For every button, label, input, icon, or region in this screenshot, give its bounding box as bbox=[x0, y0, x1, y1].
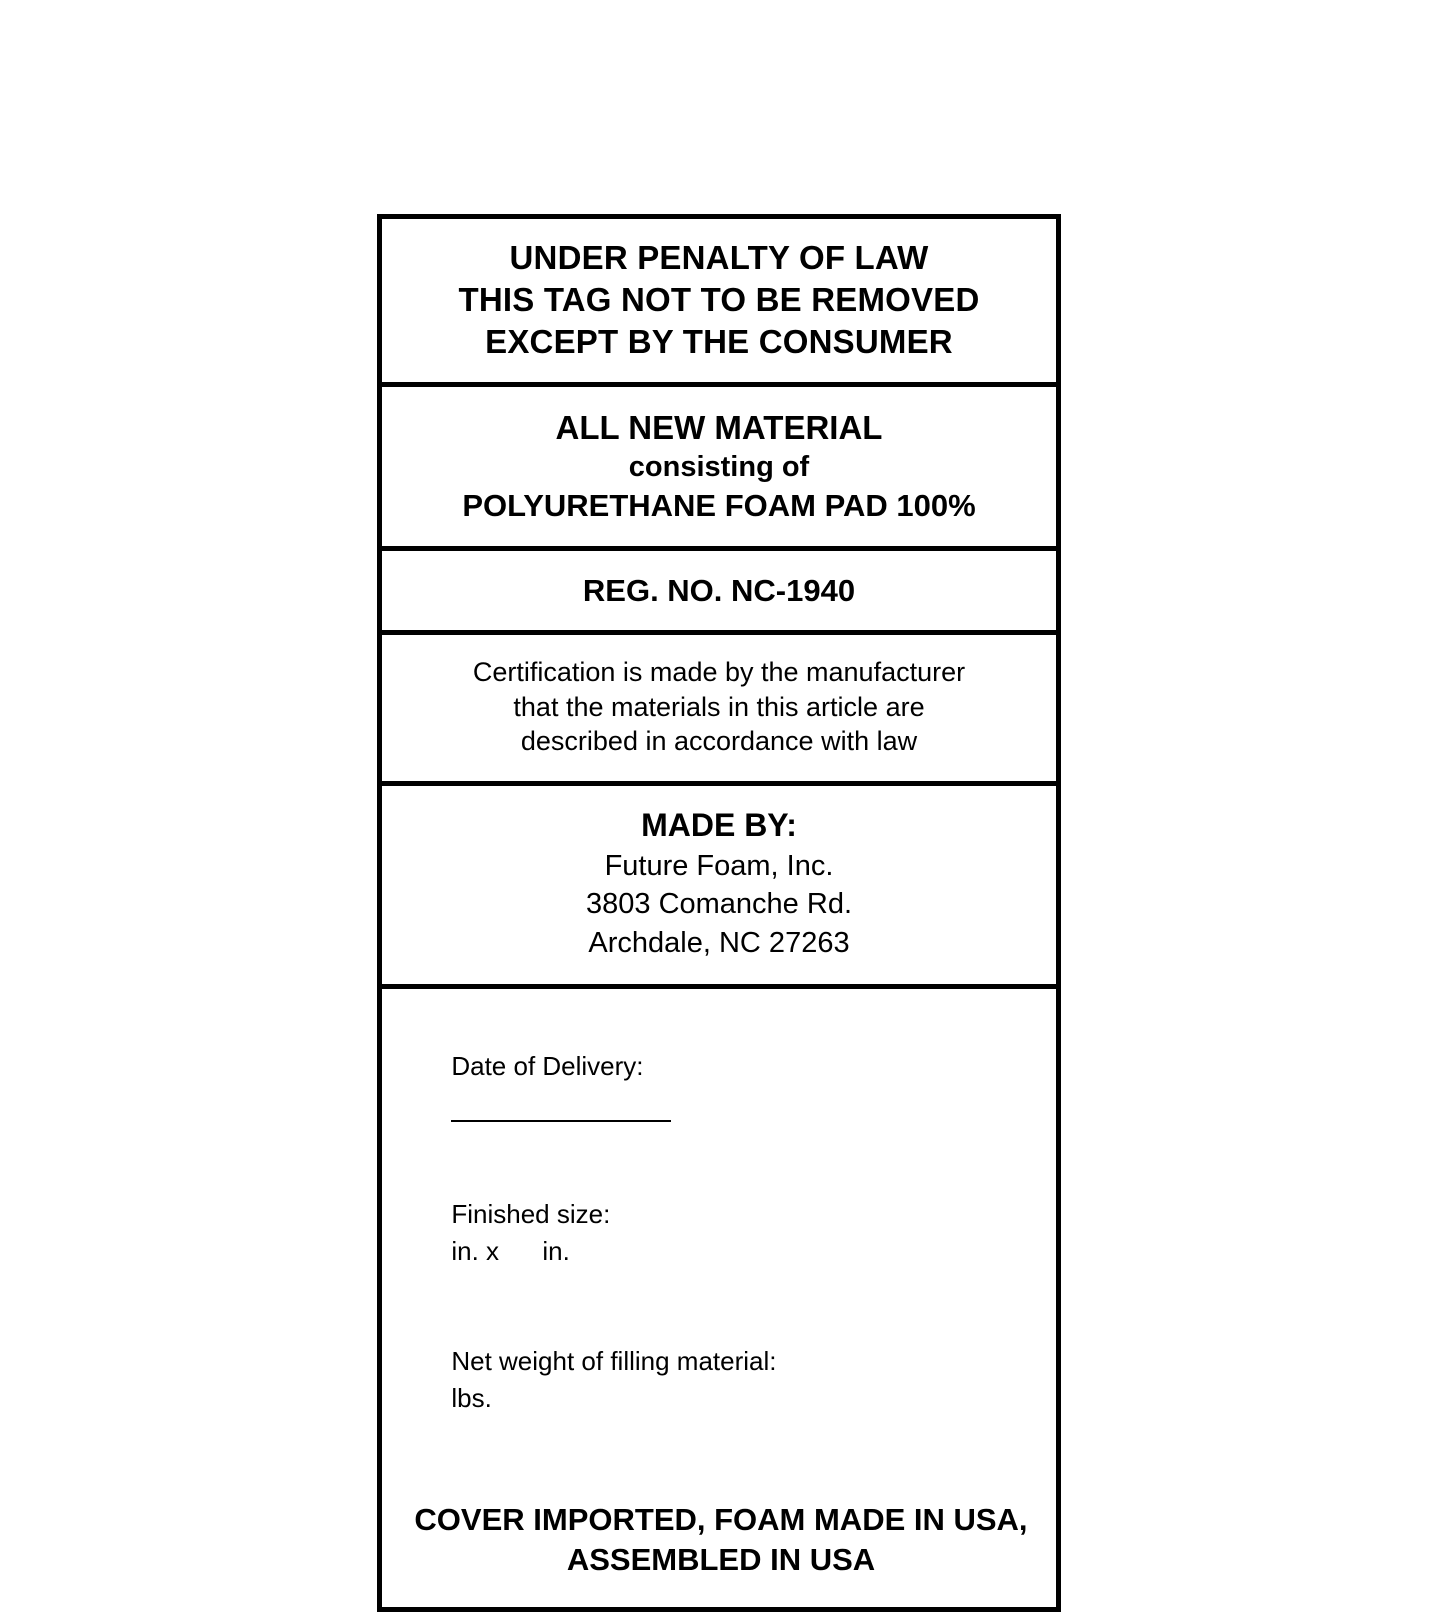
material-line-3: POLYURETHANE FOAM PAD 100% bbox=[462, 488, 976, 524]
finished-size-label: Finished size: bbox=[451, 1198, 611, 1229]
net-weight-label: Net weight of filling material: bbox=[451, 1346, 777, 1377]
origin-line-2: ASSEMBLED IN USA bbox=[566, 1542, 876, 1578]
certification-line-3: described in accordance with law bbox=[520, 726, 918, 757]
origin-line-1: COVER IMPORTED, FOAM MADE IN USA, bbox=[414, 1502, 1028, 1538]
manufacturer-section bbox=[382, 786, 1056, 989]
certification-section bbox=[382, 635, 1056, 786]
finished-size-row bbox=[408, 1159, 1034, 1307]
manufacturer-street: 3803 Comanche Rd. bbox=[586, 888, 852, 921]
date-of-delivery-input[interactable] bbox=[451, 1094, 671, 1122]
penalty-line-3: EXCEPT BY THE CONSUMER bbox=[485, 323, 953, 361]
fillable-fields-section bbox=[382, 989, 1056, 1606]
certification-line-2: that the materials in this article are bbox=[513, 691, 925, 722]
registration-number: REG. NO. NC-1940 bbox=[582, 572, 856, 608]
net-weight-row bbox=[408, 1307, 1034, 1455]
date-of-delivery-row bbox=[408, 1011, 1034, 1159]
material-line-1: ALL NEW MATERIAL bbox=[555, 408, 883, 446]
material-content-section bbox=[382, 387, 1056, 551]
finished-size-value[interactable]: in. x in. bbox=[451, 1235, 570, 1266]
registration-number-section bbox=[382, 551, 1056, 636]
law-label-tag bbox=[377, 214, 1061, 1612]
material-line-2: consisting of bbox=[628, 450, 810, 483]
net-weight-value[interactable]: lbs. bbox=[451, 1383, 492, 1414]
date-of-delivery-label: Date of Delivery: bbox=[451, 1051, 644, 1082]
made-by-heading: MADE BY: bbox=[641, 807, 797, 844]
penalty-line-1: UNDER PENALTY OF LAW bbox=[509, 239, 929, 276]
penalty-line-2: THIS TAG NOT TO BE REMOVED bbox=[458, 281, 980, 319]
manufacturer-city-state-zip: Archdale, NC 27263 bbox=[588, 926, 850, 959]
country-of-origin-block bbox=[408, 1500, 1034, 1581]
penalty-notice-section bbox=[382, 219, 1056, 387]
certification-line-1: Certification is made by the manufacturer bbox=[472, 657, 966, 688]
manufacturer-name: Future Foam, Inc. bbox=[604, 849, 834, 882]
